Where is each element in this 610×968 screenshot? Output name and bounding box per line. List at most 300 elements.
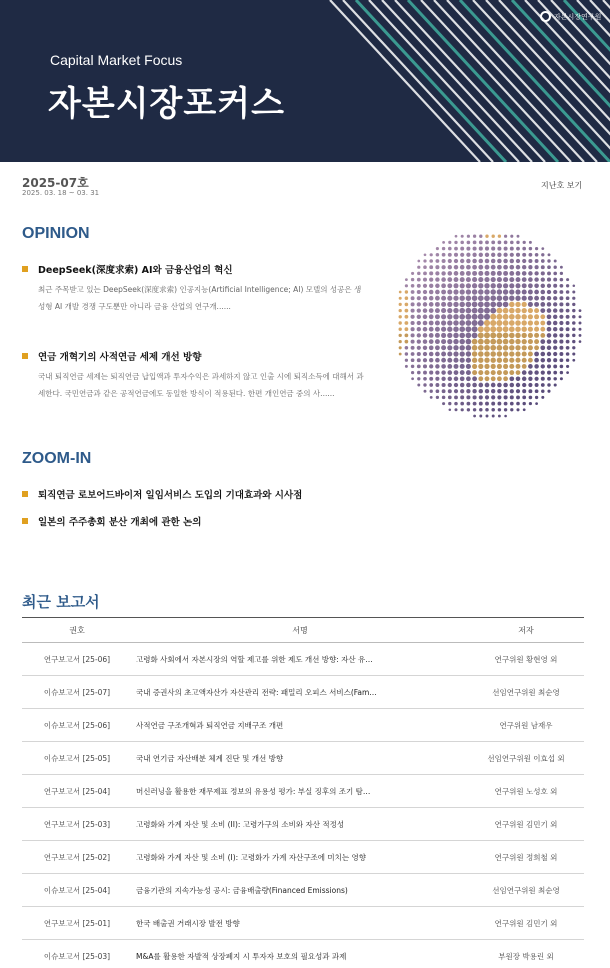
globe-dot [448, 383, 452, 387]
globe-dot [522, 370, 527, 375]
globe-dot [529, 241, 532, 244]
globe-dot [411, 340, 415, 344]
report-author: 연구위원 노성호 외 [468, 775, 584, 808]
globe-dot [447, 327, 452, 332]
globe-dot [497, 302, 503, 308]
globe-dot [454, 377, 459, 382]
globe-dot [490, 308, 496, 314]
globe-dot [435, 321, 440, 326]
globe-dot [547, 259, 550, 262]
globe-dot [491, 402, 495, 406]
report-title-link[interactable]: 사적연금 구조개혁과 퇴직연금 지배구조 개편 [132, 709, 468, 742]
globe-dot [497, 247, 501, 251]
newsletter-title: 자본시장포커스 [48, 84, 285, 124]
report-author: 연구위원 김민기 외 [468, 808, 584, 841]
report-title-link[interactable]: 금융기관의 지속가능성 공시: 금융배출량(Financed Emissions) [132, 874, 468, 907]
globe-dot [560, 266, 563, 269]
globe-dot [448, 377, 452, 381]
globe-dot [417, 384, 420, 387]
globe-dot [467, 402, 471, 406]
globe-dot [528, 265, 532, 269]
globe-dot [535, 259, 539, 263]
globe-dot [454, 259, 458, 263]
table-row[interactable] [22, 874, 584, 907]
globe-dot [435, 383, 439, 387]
globe-dot [534, 308, 539, 313]
globe-dot [497, 277, 502, 282]
globe-dot [504, 241, 508, 245]
globe-dot [478, 339, 484, 345]
globe-dot [504, 235, 507, 238]
globe-dot [503, 389, 507, 393]
globe-dot [497, 283, 502, 288]
table-row[interactable] [22, 907, 584, 940]
globe-dot [553, 339, 557, 343]
globe-dot [441, 296, 446, 301]
globe-dot [522, 296, 527, 301]
globe-dot [411, 327, 415, 331]
globe-dot [528, 320, 533, 325]
column-header-issue: 권호 [22, 618, 132, 643]
globe-dot [522, 289, 527, 294]
globe-dot [447, 364, 452, 369]
globe-dot [559, 321, 563, 325]
globe-dot [503, 259, 508, 264]
globe-dot [497, 364, 502, 369]
globe-dot [479, 408, 483, 412]
opinion-article[interactable] [22, 262, 364, 315]
globe-dot [417, 278, 421, 282]
logo-text: 자본시장연구원 [554, 12, 602, 21]
globe-dot [540, 339, 545, 344]
globe-dot [441, 302, 446, 307]
globe-dot [442, 241, 445, 244]
globe-dot [484, 314, 490, 320]
article-title[interactable]: DeepSeek(深度求索) AI와 금융산업의 혁신 [38, 265, 233, 276]
globe-dot [560, 284, 564, 288]
header-banner [0, 0, 610, 162]
globe-dot [453, 345, 458, 350]
globe-dot [566, 321, 570, 325]
globe-dot [441, 320, 446, 325]
globe-dot [472, 345, 478, 351]
globe-dot [510, 235, 513, 238]
globe-dot [522, 320, 527, 325]
globe-dot [534, 327, 539, 332]
globe-dot [503, 351, 508, 356]
logo-mark-icon [540, 11, 551, 22]
globe-dot [497, 265, 502, 270]
globe-dot [541, 284, 545, 288]
globe-dot [472, 383, 477, 388]
globe-dot [528, 389, 532, 393]
report-title-link[interactable]: 고령화와 가계 자산 및 소비 (I): 고령화가 가계 자산구조에 미치는 영향 [132, 841, 468, 874]
globe-dot [472, 283, 477, 288]
report-issue: 이슈보고서 [25-04] [22, 874, 132, 907]
globe-dot [442, 396, 446, 400]
table-row[interactable] [22, 841, 584, 874]
report-title-link[interactable]: 머신러닝을 활용한 재무제표 정보의 유용성 평가: 부실 징후의 조기 탐… [132, 775, 468, 808]
globe-dot [497, 289, 502, 294]
globe-dot [453, 339, 458, 344]
globe-dot [449, 409, 452, 412]
globe-dot [515, 296, 520, 301]
globe-dot [453, 308, 458, 313]
globe-dot [447, 339, 452, 344]
globe-dot [424, 253, 427, 256]
globe-dot [466, 351, 471, 356]
globe-dot [429, 321, 434, 326]
globe-dot [484, 364, 489, 369]
globe-dot [447, 302, 452, 307]
globe-dot [454, 408, 457, 411]
globe-dot [528, 339, 533, 344]
report-issue: 이슈보고서 [25-06] [22, 709, 132, 742]
globe-dot [478, 308, 484, 314]
globe-dot [429, 371, 433, 375]
report-title-link[interactable]: 고령화 사회에서 자본시장의 역할 제고를 위한 제도 개선 방향: 자산 유… [132, 643, 468, 676]
globe-dot [566, 327, 570, 331]
globe-dot [515, 358, 520, 363]
globe-dot [522, 283, 527, 288]
globe-dot [429, 308, 434, 313]
globe-dot [579, 328, 582, 331]
globe-dot [535, 377, 539, 381]
globe-dot [485, 253, 489, 257]
globe-dot [515, 333, 520, 338]
globe-dot [466, 339, 472, 345]
globe-dot [485, 235, 488, 238]
table-row[interactable] [22, 808, 584, 841]
globe-dot [448, 402, 451, 405]
globe-dot [479, 247, 483, 251]
globe-dot [498, 415, 501, 418]
globe-dot [522, 308, 527, 313]
globe-dot [516, 395, 520, 399]
globe-dot [479, 402, 483, 406]
globe-dot [515, 351, 520, 356]
table-row[interactable] [22, 742, 584, 775]
globe-dot [454, 241, 457, 244]
globe-dot [399, 353, 402, 356]
globe-dot [497, 358, 502, 363]
globe-dot [447, 308, 452, 313]
globe-dot [460, 389, 464, 393]
globe-dot [541, 271, 545, 275]
globe-dot [535, 396, 538, 399]
globe-dot [472, 351, 477, 356]
globe-dot [423, 346, 427, 350]
globe-dot [503, 308, 509, 314]
globe-dot [503, 302, 509, 308]
globe-dot [460, 259, 464, 263]
report-author: 선임연구위원 최순영 [468, 676, 584, 709]
globe-dot [559, 302, 563, 306]
globe-dot [528, 308, 533, 313]
globe-dot [484, 295, 490, 301]
globe-dot [509, 339, 515, 345]
globe-dot [523, 408, 526, 411]
globe-dot [541, 265, 545, 269]
report-title-link[interactable]: 국내 연기금 자산배분 체계 진단 및 개선 방향 [132, 742, 468, 775]
globe-dot [435, 345, 440, 350]
globe-dot [441, 358, 446, 363]
globe-dot [442, 259, 446, 263]
globe-dot [435, 271, 439, 275]
globe-dot [454, 402, 458, 406]
globe-dot [417, 272, 421, 276]
table-row[interactable] [22, 775, 584, 808]
globe-dot [460, 376, 465, 381]
globe-dot [528, 352, 533, 357]
globe-dot [454, 395, 458, 399]
globe-dot [541, 277, 545, 281]
globe-dot [435, 358, 440, 363]
article-title[interactable]: 연금 개혁기의 사적연금 세제 개선 방향 [38, 352, 202, 363]
globe-dot [423, 333, 428, 338]
globe-dot [435, 302, 440, 307]
globe-dot [553, 346, 557, 350]
globe-dot [541, 358, 545, 362]
previous-issues-link[interactable]: 지난호 보기 [541, 181, 583, 190]
globe-dot [478, 320, 484, 326]
globe-dot [484, 283, 489, 288]
globe-dot [522, 358, 527, 363]
globe-dot [491, 253, 495, 257]
globe-dot [484, 370, 489, 375]
globe-dot [491, 358, 496, 363]
globe-dot [547, 390, 550, 393]
globe-dot [540, 327, 545, 332]
globe-dot [405, 309, 409, 313]
globe-dot [510, 383, 515, 388]
globe-dot [460, 402, 464, 406]
globe-dot [466, 308, 472, 314]
zoomin-item[interactable] [22, 487, 302, 501]
report-author: 연구위원 황현영 외 [468, 643, 584, 676]
globe-dot [553, 302, 557, 306]
globe-dot [529, 247, 532, 250]
bullet-icon [22, 518, 28, 524]
globe-dot [534, 277, 538, 281]
globe-dot [466, 247, 470, 251]
globe-dot [490, 320, 496, 326]
table-row[interactable] [22, 940, 584, 968]
globe-dot [478, 345, 484, 351]
globe-dot [516, 383, 520, 387]
globe-dot [485, 265, 490, 270]
bullet-icon [22, 353, 28, 359]
opinion-article[interactable] [22, 349, 364, 402]
report-title-link[interactable]: 한국 배출권 거래시장 발전 방향 [132, 907, 468, 940]
globe-dot [553, 296, 557, 300]
globe-dot [429, 302, 434, 307]
globe-dot [509, 320, 515, 326]
globe-dot [534, 364, 539, 369]
table-row[interactable] [22, 709, 584, 742]
globe-dot [491, 241, 495, 245]
globe-dot [497, 395, 501, 399]
globe-dot [541, 371, 545, 375]
globe-dot [516, 370, 521, 375]
globe-dot [540, 345, 545, 350]
globe-dot [503, 326, 509, 332]
globe-dot [560, 358, 564, 362]
globe-dot [498, 241, 502, 245]
globe-dot [503, 345, 509, 351]
globe-dot [441, 339, 446, 344]
globe-dot [454, 383, 458, 387]
zoomin-section-title: ZOOM-IN [22, 450, 92, 467]
globe-dot [441, 277, 446, 282]
globe-dot [447, 351, 452, 356]
globe-dot [566, 278, 569, 281]
globe-dot [509, 277, 514, 282]
globe-dot [472, 364, 477, 369]
globe-dot [466, 265, 471, 270]
globe-dot [528, 290, 533, 295]
globe-dot [547, 346, 552, 351]
globe-dot [547, 352, 551, 356]
globe-dot [423, 339, 428, 344]
globe-dot [553, 290, 557, 294]
globe-dot [417, 302, 421, 306]
globe-dot [478, 289, 483, 294]
globe-dot [472, 295, 478, 301]
report-author: 연구위원 정희철 외 [468, 841, 584, 874]
report-title-link[interactable]: M&A를 활용한 자발적 상장폐지 시 투자자 보호의 필요성과 과제 [132, 940, 468, 968]
globe-dot [535, 265, 539, 269]
globe-dot [547, 383, 550, 386]
globe-dot [405, 290, 408, 293]
globe-dot [572, 327, 576, 331]
globe-dot [522, 314, 527, 319]
globe-dot [541, 290, 546, 295]
globe-dot [522, 396, 526, 400]
globe-dot [497, 351, 502, 356]
globe-dot [497, 259, 502, 264]
globe-dot [472, 289, 477, 294]
globe-dot [453, 314, 458, 319]
globe-dot [515, 339, 520, 344]
globe-dot [559, 309, 563, 313]
globe-dot [491, 364, 496, 369]
globe-dot [547, 314, 552, 319]
globe-dot [472, 320, 478, 326]
globe-dot [466, 289, 471, 294]
globe-dot [466, 364, 471, 369]
report-title-link[interactable]: 국내 증권사의 초고액자산가 자산관리 전략: 패밀리 오피스 서비스(Fam… [132, 676, 468, 709]
report-issue: 연구보고서 [25-06] [22, 643, 132, 676]
globe-dot [559, 352, 563, 356]
globe-dot [515, 314, 521, 320]
zoomin-item-title[interactable]: 퇴직연금 로보어드바이저 일임서비스 도입의 기대효과와 시사점 [38, 490, 303, 501]
globe-dot [459, 326, 465, 332]
globe-dot [466, 333, 472, 339]
globe-dot [509, 283, 514, 288]
globe-dot [435, 314, 440, 319]
globe-dot [490, 351, 496, 357]
globe-dot [423, 352, 427, 356]
globe-dot [472, 326, 478, 332]
globe-dot [490, 302, 496, 308]
globe-dot [541, 364, 545, 368]
globe-dot [529, 402, 532, 405]
globe-dot [509, 314, 515, 320]
globe-dot [491, 383, 496, 388]
globe-dot [559, 296, 563, 300]
globe-dot [478, 376, 483, 381]
table-row[interactable] [22, 643, 584, 676]
globe-dot [435, 377, 439, 381]
zoomin-item[interactable] [22, 514, 201, 528]
report-title-link[interactable]: 고령화와 가계 자산 및 소비 (II): 고령가구의 소비와 자산 적정성 [132, 808, 468, 841]
globe-dot [516, 241, 519, 244]
globe-dot [529, 253, 533, 257]
globe-dot [528, 259, 532, 263]
globe-dot [485, 383, 490, 388]
globe-dot [541, 253, 544, 256]
report-author: 연구위원 김민기 외 [468, 907, 584, 940]
globe-dot [548, 253, 551, 256]
globe-dot [448, 265, 452, 269]
institute-logo[interactable] [540, 11, 601, 22]
globe-dot [411, 296, 415, 300]
globe-dot [498, 235, 501, 238]
globe-dot [442, 402, 445, 405]
globe-dot [553, 284, 557, 288]
recent-reports-table [22, 617, 584, 968]
zoomin-item-title[interactable]: 일본의 주주총회 분산 개최에 관한 논의 [38, 517, 202, 528]
globe-dot [560, 278, 564, 282]
globe-dot [484, 339, 490, 345]
globe-dot [459, 333, 465, 339]
globe-dot [478, 383, 483, 388]
globe-dot [503, 333, 509, 339]
globe-dot [423, 296, 427, 300]
globe-dot [411, 358, 415, 362]
globe-dot [472, 265, 477, 270]
globe-dot [522, 389, 526, 393]
globe-dot [399, 328, 402, 331]
globe-dot [509, 358, 514, 363]
globe-dot [485, 402, 489, 406]
globe-dot [523, 241, 526, 244]
globe-dot [504, 408, 507, 411]
globe-dot [534, 290, 539, 295]
globe-dot [460, 296, 465, 301]
globe-dot [423, 259, 426, 262]
globe-dot [510, 241, 514, 245]
globe-dot [534, 333, 539, 338]
globe-dot [411, 284, 415, 288]
globe-dot [472, 376, 477, 381]
globe-dot [528, 283, 533, 288]
globe-dot [491, 271, 496, 276]
globe-dot [522, 364, 527, 369]
globe-dot [528, 333, 533, 338]
globe-dot [472, 339, 478, 345]
globe-dot [435, 352, 440, 357]
globe-dot [429, 284, 433, 288]
table-row[interactable] [22, 676, 584, 709]
globe-dot [566, 284, 569, 287]
globe-dot [503, 383, 508, 388]
globe-dot [429, 377, 433, 381]
globe-dot [478, 295, 484, 301]
globe-dot [484, 320, 490, 326]
globe-dot [522, 339, 527, 344]
